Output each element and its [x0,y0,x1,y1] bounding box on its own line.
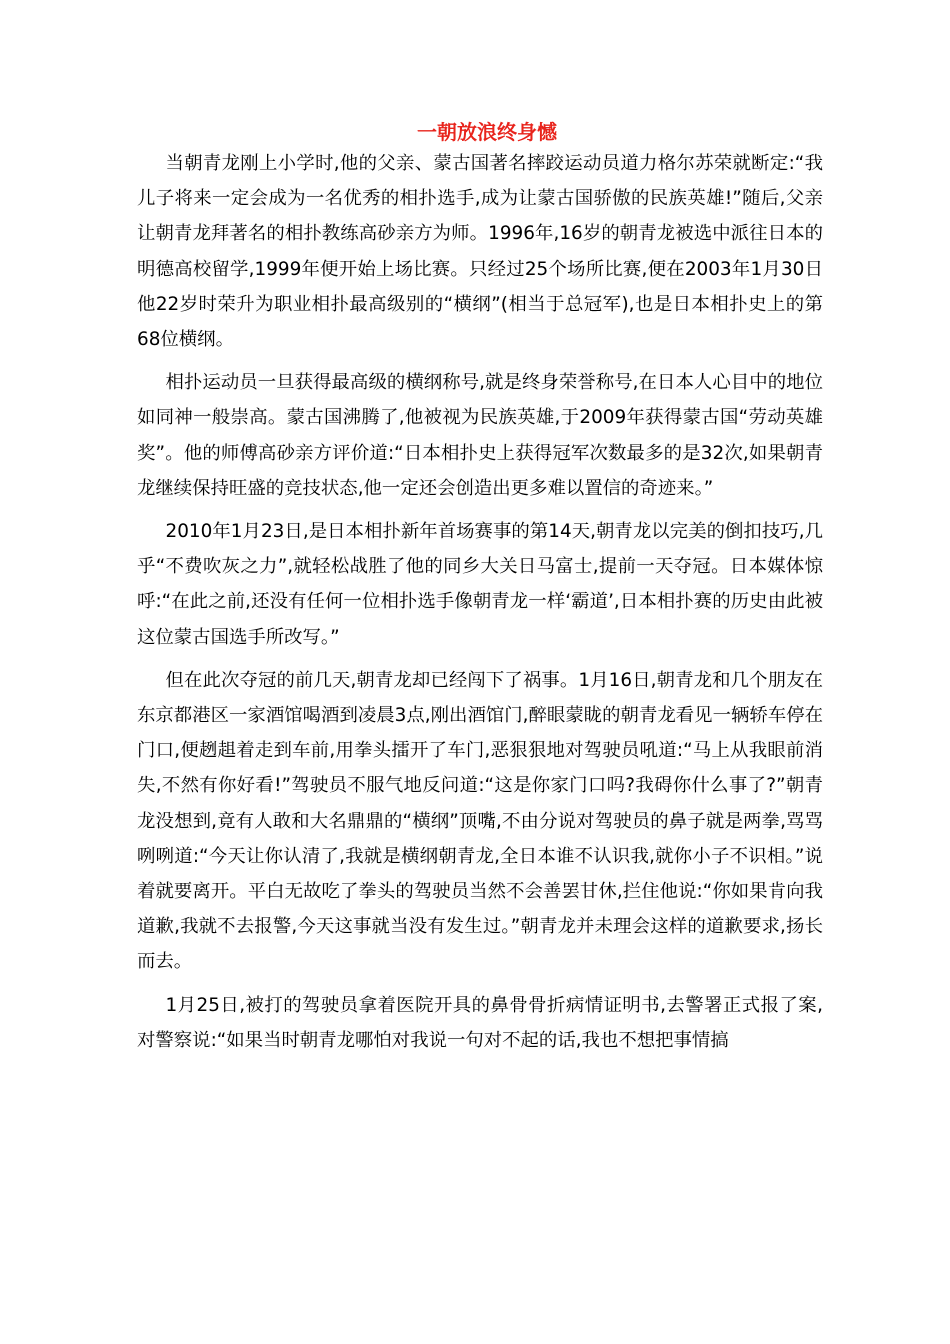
document-title: 一朝放浪终身憾 [417,120,557,144]
paragraph-5: 1月25日,被打的驾驶员拿着医院开具的鼻骨骨折病情证明书,去警署正式报了案,对警察说:“如果当时朝青龙哪怕对我说一句对不起的话,我也不想把事情搞 [137,994,823,1051]
paragraph-4: 但在此次夺冠的前几天,朝青龙却已经闯下了祸事。1月16日,朝青龙和几个朋友在东京都港区一家酒馆喝酒到凌晨3点,刚出酒馆门,醉眼蒙眬的朝青龙看见一辆轿车停在门口,便趔趄着走到车前,用拳头擂开了车门,恶狠狠地对驾驶员吼道:“马上从我眼前消失,不然有你好看!”驾驶员不服气地反问道:“这是你家门口吗?我碍你什么事了?”朝青龙没想到,竟有人敢和大名鼎鼎的“横纲”顶嘴,不由分说对驾驶员的鼻子就是两拳,骂骂咧咧道:“今天让你认清了,我就是横纲朝青龙,全日本谁不认识我,就你小子不识相。”说着就要离开。平白无故吃了拳头的驾驶员当然不会善罢甘休,拦住他说:“你如果肯向我道歉,我就不去报警,今天这事就当没有发生过。”朝青龙并未理会这样的道歉要求,扬长而去。 [137,669,823,973]
document-body [137,118,823,1058]
paragraph-3: 2010年1月23日,是日本相扑新年首场赛事的第14天,朝青龙以完美的倒扣技巧,几乎“不费吹灰之力”,就轻松战胜了他的同乡大关日马富士,提前一天夺冠。日本媒体惊呼:“在此之前,还没有任何一位相扑选手像朝青龙一样‘霸道’,日本相扑赛的历史由此被这位蒙古国选手所改写。” [137,521,823,648]
paragraph-2: 相扑运动员一旦获得最高级的横纲称号,就是终身荣誉称号,在日本人心目中的地位如同神一般崇高。蒙古国沸腾了,他被视为民族英雄,于2009年获得蒙古国“劳动英雄奖”。他的师傅高砂亲方评价道:“日本相扑史上获得冠军次数最多的是32次,如果朝青龙继续保持旺盛的竞技状态,他一定还会创造出更多难以置信的奇迹来。” [137,372,823,499]
paragraph-1: 当朝青龙刚上小学时,他的父亲、蒙古国著名摔跤运动员道力格尔苏荣就断定:“我儿子将来一定会成为一名优秀的相扑选手,成为让蒙古国骄傲的民族英雄!”随后,父亲让朝青龙拜著名的相扑教练高砂亲方为师。1996年,16岁的朝青龙被选中派往日本的明德高校留学,1999年便开始上场比赛。只经过25个场所比赛,便在2003年1月30日他22岁时荣升为职业相扑最高级别的“横纲”(相当于总冠军),也是日本相扑史上的第68位横纲。 [137,153,823,351]
